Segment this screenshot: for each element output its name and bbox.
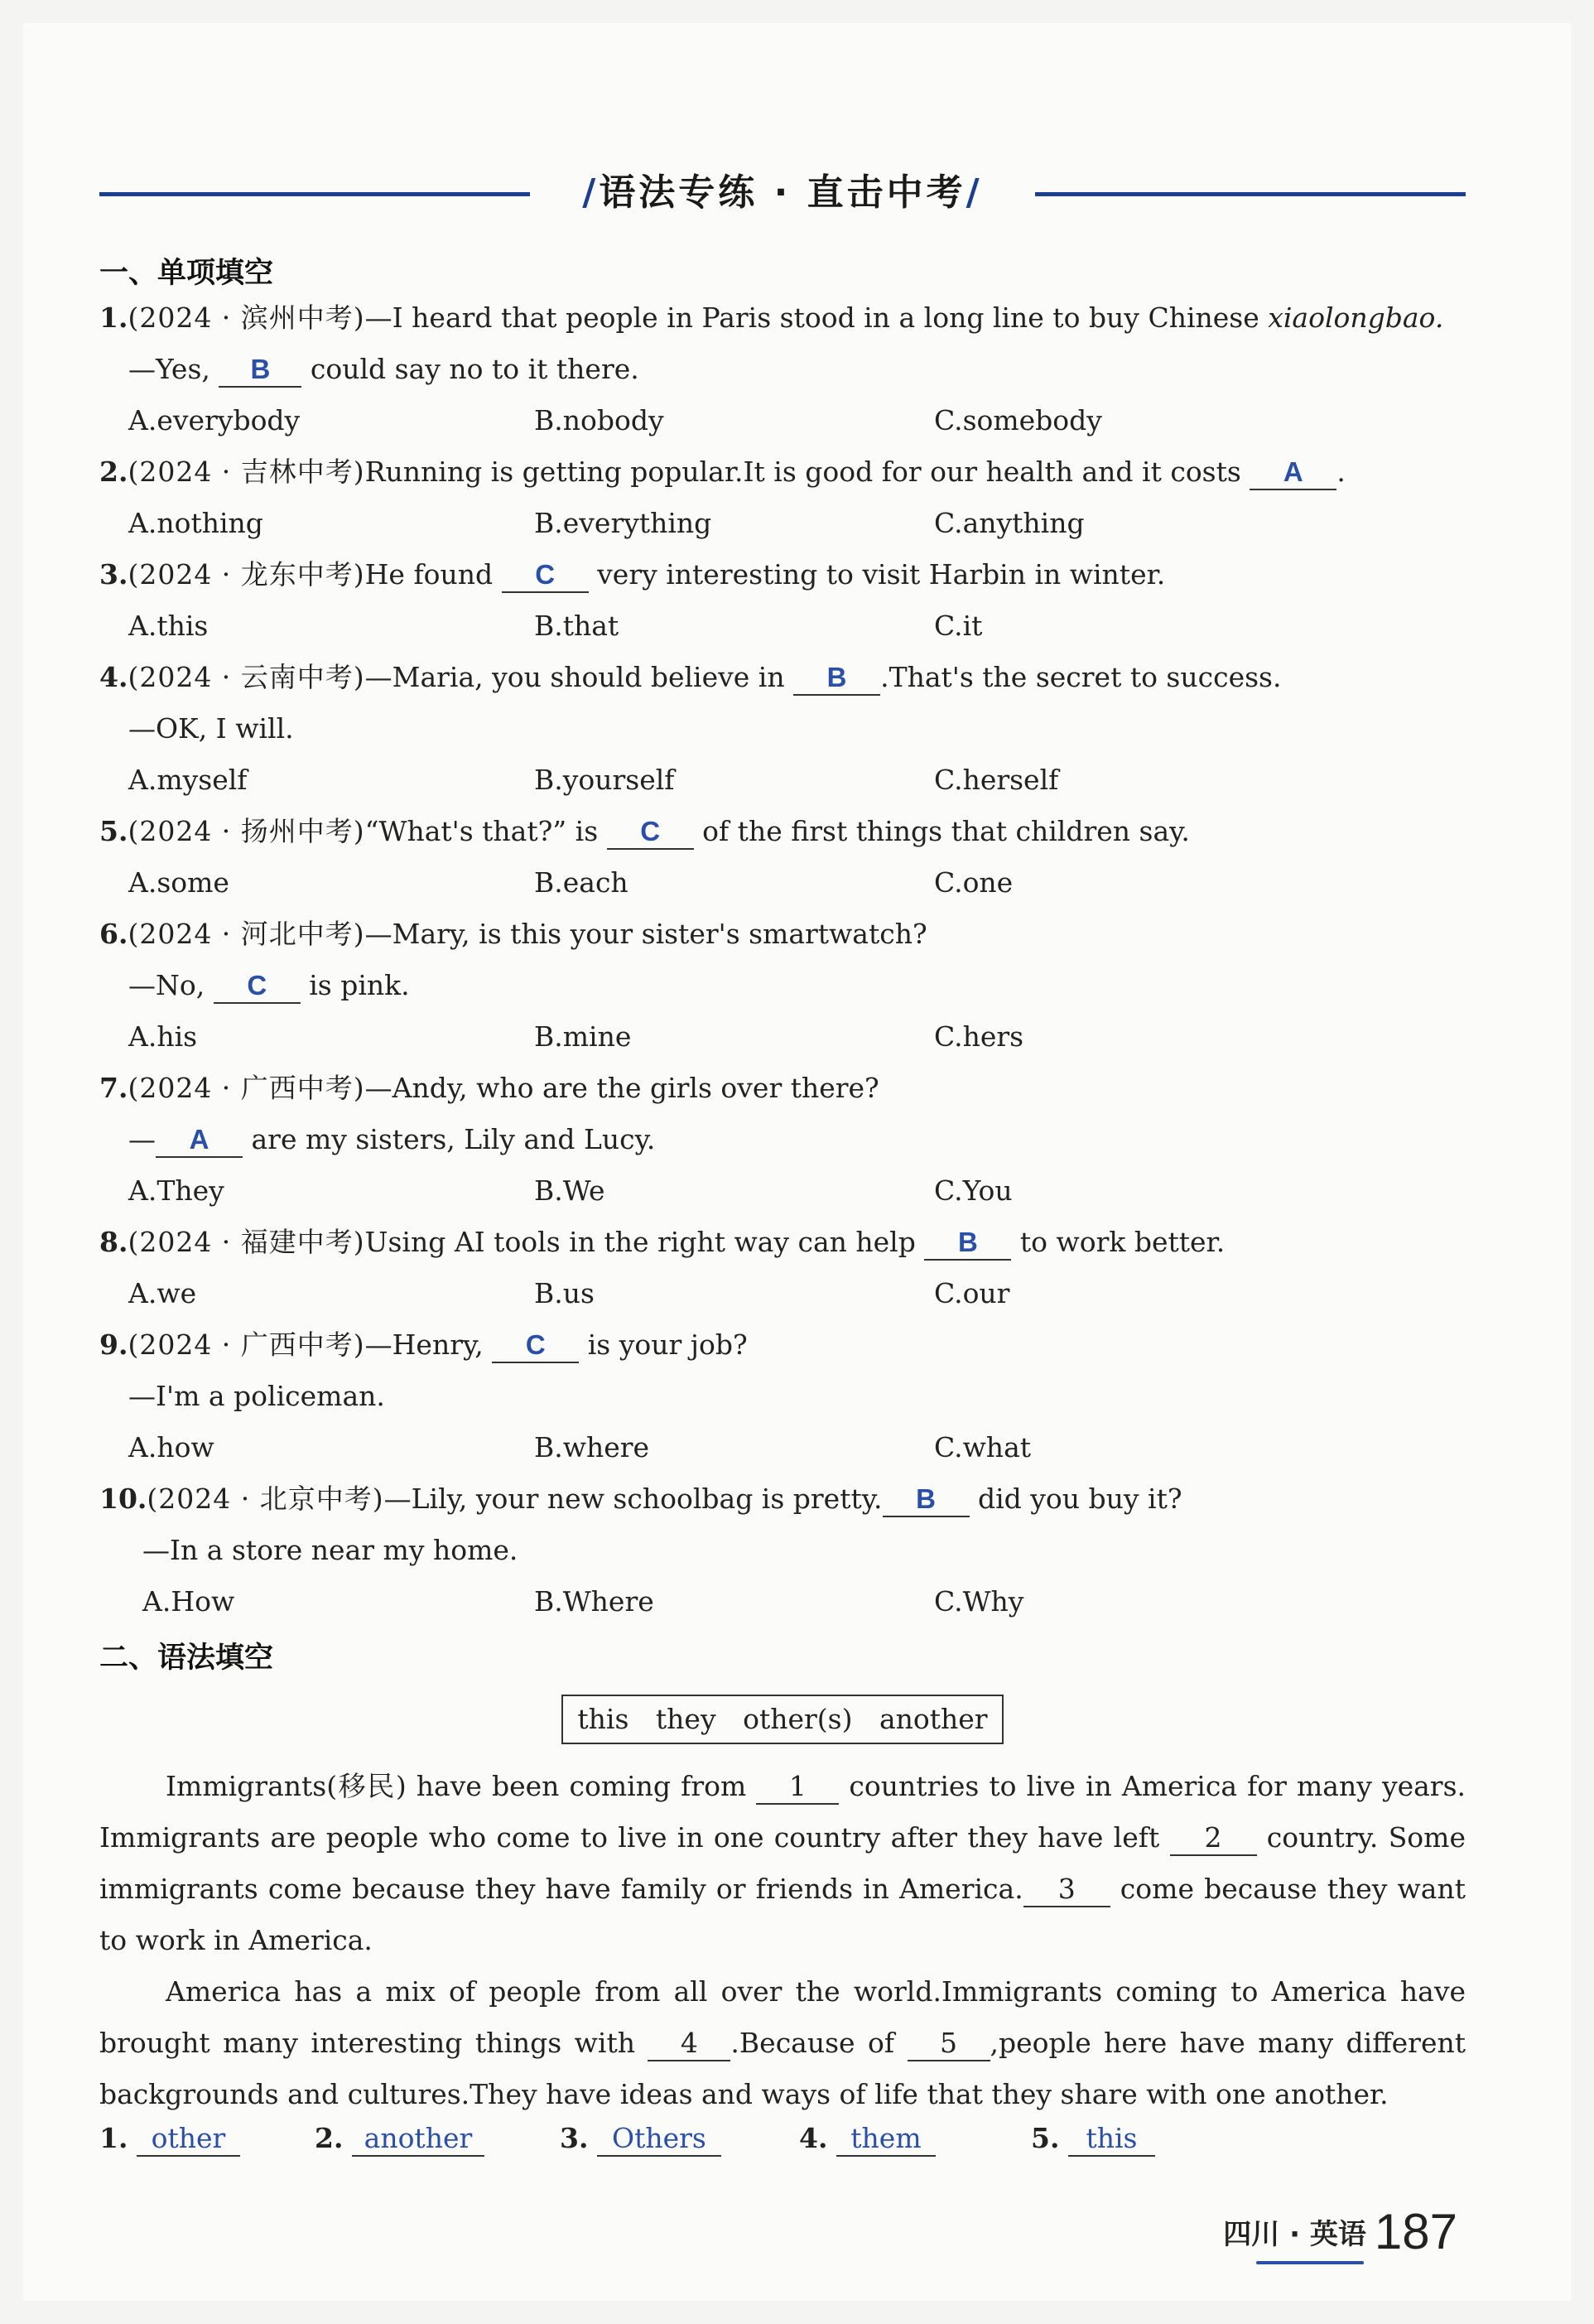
q1-option-a: A.everybody — [128, 404, 301, 436]
q2-option-b: B.everything — [534, 507, 712, 539]
passage-paragraph-2: America has a mix of people from all over the world.Immigrants coming to America have brought many interesting things with 4 .Because of 5 ,people here have many different backgrounds and cultures.They have ideas and ways of life that they share with one another. — [99, 1975, 1466, 2110]
q7-option-b: B.We — [534, 1174, 605, 1207]
header-rule-left — [99, 192, 530, 196]
q1-stem: 1.(2024 · 滨州中考)—I heard that people in Paris stood in a long line to buy Chinese xiaolongbao. — [99, 301, 1444, 334]
passage-blank-1: 1 — [756, 1770, 839, 1805]
q8-answer-blank: B — [924, 1226, 1011, 1261]
q2-stem: 2.(2024 · 吉林中考)Running is getting popular.It is good for our health and it costs A . — [99, 454, 1346, 490]
footer-underline — [1256, 2261, 1364, 2264]
q5-stem: 5.(2024 · 扬州中考)“What's that?” is C of the first things that children say. — [99, 813, 1190, 850]
q7-stem-2: — A are my sisters, Lily and Lucy. — [128, 1121, 655, 1158]
q5-option-a: A.some — [128, 866, 229, 899]
q9-stem: 9.(2024 · 广西中考)—Henry, C is your job? — [99, 1327, 748, 1363]
q2-option-a: A.nothing — [128, 507, 263, 539]
word-box: this they other(s) another — [561, 1695, 1004, 1744]
page-number: 187 — [1374, 2204, 1457, 2259]
passage-blank-4: 4 — [648, 2027, 730, 2061]
q8-option-b: B.us — [534, 1277, 595, 1309]
q6-answer-blank: C — [214, 969, 301, 1004]
section-1-title: 一、单项填空 — [99, 257, 274, 290]
header-title: /语法专练 · 直击中考/ — [582, 171, 983, 214]
page-footer — [1223, 2203, 1457, 2260]
q10-answer-blank: B — [883, 1483, 970, 1517]
q6-stem-2: —No, C is pink. — [128, 967, 410, 1004]
q3-option-c: C.it — [934, 610, 983, 642]
q6-option-c: C.hers — [934, 1020, 1024, 1053]
q4-stem: 4.(2024 · 云南中考)—Maria, you should believe in B .That's the secret to success. — [99, 659, 1281, 696]
q6-stem: 6.(2024 · 河北中考)—Mary, is this your sister's smartwatch? — [99, 918, 927, 950]
q10-option-a: A.How — [142, 1585, 235, 1618]
q7-option-a: A.They — [128, 1174, 224, 1207]
q10-stem: 10.(2024 · 北京中考)—Lily, your new schoolbag is pretty. B did you buy it? — [99, 1481, 1182, 1517]
q9-option-c: C.what — [934, 1431, 1031, 1463]
footer-label: 四川 · 英语 — [1223, 2218, 1366, 2251]
passage-blank-2: 2 — [1170, 1821, 1257, 1856]
q8-option-a: A.we — [128, 1277, 197, 1309]
q9-stem-2: —I'm a policeman. — [128, 1380, 385, 1412]
q4-answer-blank: B — [793, 661, 880, 696]
q3-stem: 3.(2024 · 龙东中考)He found C very interesting to visit Harbin in winter. — [99, 557, 1165, 593]
answer-4: 4. them — [799, 2120, 936, 2157]
q8-option-c: C.our — [934, 1277, 1010, 1309]
q5-answer-blank: C — [607, 815, 694, 850]
q8-stem: 8.(2024 · 福建中考)Using AI tools in the right way can help B to work better. — [99, 1224, 1225, 1261]
q4-option-c: C.herself — [934, 764, 1059, 796]
q3-option-b: B.that — [534, 610, 619, 642]
q10-option-c: C.Why — [934, 1585, 1024, 1618]
q9-option-a: A.how — [128, 1431, 214, 1463]
passage-blank-5: 5 — [908, 2027, 990, 2061]
q6-option-a: A.his — [128, 1020, 198, 1053]
q5-option-c: C.one — [934, 866, 1014, 899]
q1-option-b: B.nobody — [534, 404, 664, 436]
q6-option-b: B.mine — [534, 1020, 632, 1053]
q4-option-a: A.myself — [128, 764, 248, 796]
q9-answer-blank: C — [492, 1328, 579, 1363]
q4-option-b: B.yourself — [534, 764, 675, 796]
q10-option-b: B.Where — [534, 1585, 654, 1618]
q7-answer-blank: A — [156, 1123, 243, 1158]
q2-answer-blank: A — [1250, 456, 1336, 490]
q4-stem-2: —OK, I will. — [128, 712, 294, 745]
answer-1: 1. other — [99, 2120, 240, 2157]
q5-option-b: B.each — [534, 866, 628, 899]
q9-option-b: B.where — [534, 1431, 650, 1463]
header-rule-right — [1035, 192, 1466, 196]
header-banner — [99, 164, 1466, 222]
q7-option-c: C.You — [934, 1174, 1013, 1207]
passage-blank-3: 3 — [1023, 1873, 1110, 1907]
section-2-title: 二、语法填空 — [99, 1642, 274, 1675]
q1-stem-2: —Yes, B could say no to it there. — [128, 351, 639, 388]
passage-paragraph-1: Immigrants(移民) have been coming from 1 countries to live in America for many years. Immigrants are people who come to live in one country after they have left 2 country. Some immigrants come because they have family or friends in America. 3 come because they want to work in America. — [99, 1770, 1466, 1956]
q3-answer-blank: C — [502, 558, 589, 593]
q1-option-c: C.somebody — [934, 404, 1102, 436]
q3-option-a: A.this — [128, 610, 209, 642]
answer-3: 3. Others — [560, 2120, 721, 2157]
q1-answer-blank: B — [219, 353, 301, 388]
q7-stem: 7.(2024 · 广西中考)—Andy, who are the girls over there? — [99, 1072, 879, 1104]
q2-option-c: C.anything — [934, 507, 1085, 539]
q10-stem-2: —In a store near my home. — [142, 1534, 518, 1566]
answer-2: 2. another — [315, 2120, 484, 2157]
answer-5: 5. this — [1031, 2120, 1155, 2157]
